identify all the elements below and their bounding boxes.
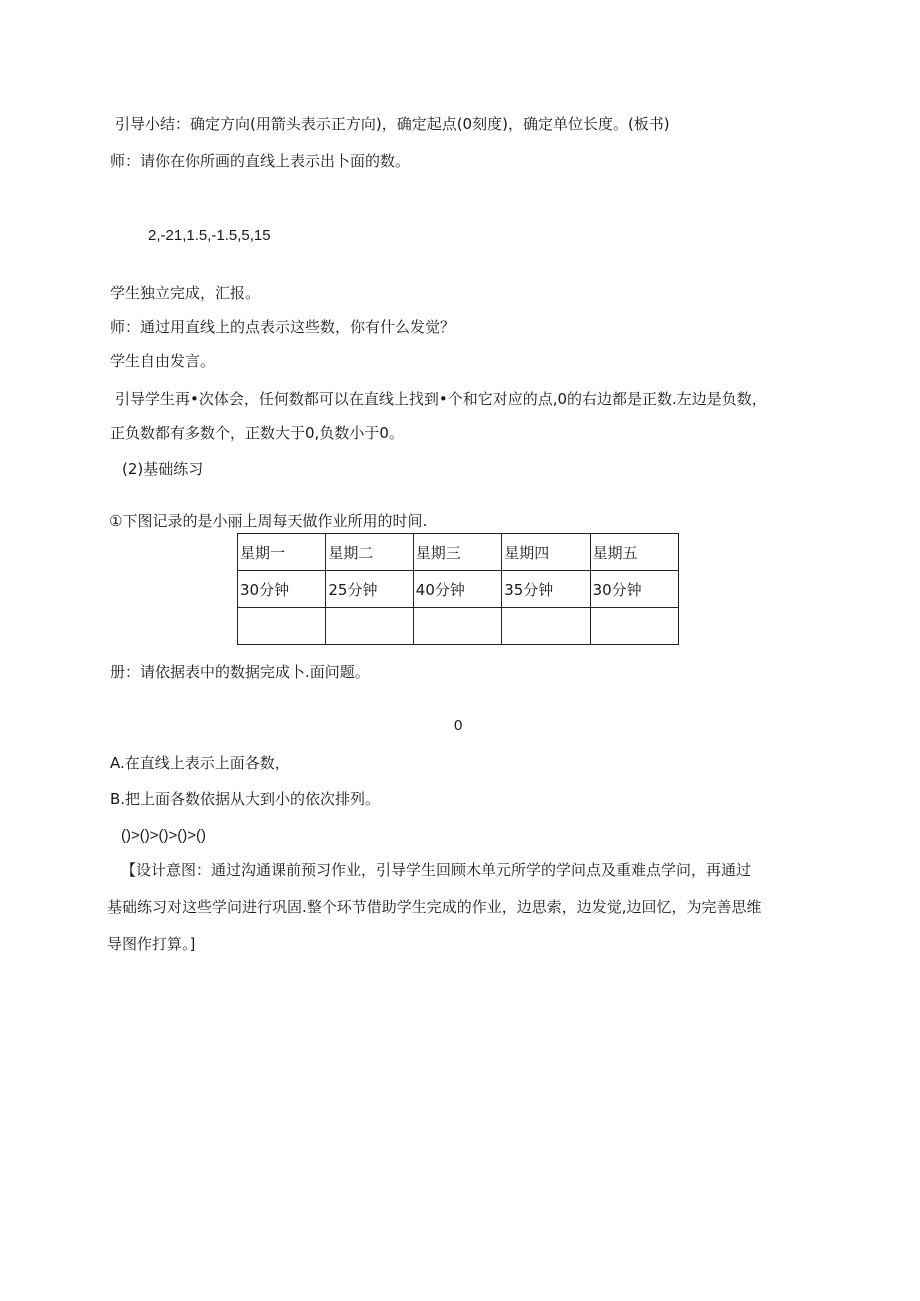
table-cell: [238, 608, 326, 645]
design-intent-line-1: 【设计意图：通过沟通课前预习作业，引导学生回顾木单元所学的学问点及重难点学问，再通过: [121, 861, 752, 879]
table-cell: 30分钟: [238, 571, 326, 608]
homework-time-table: [237, 533, 679, 645]
design-intent-line-2: 基础练习对这些学问进行巩固.整个环节借助学生完成的作业，边思索，边发觉,边回忆，为完善思维: [107, 898, 762, 916]
table-cell: 30分钟: [590, 571, 678, 608]
table-header-row: [238, 534, 679, 571]
table-cell: [413, 608, 501, 645]
ordering-blanks: ()>()>()>()>(): [121, 827, 206, 844]
teacher-instruction: 师：请你在你所画的直线上表示出卜面的数。: [110, 152, 411, 170]
table-cell: [590, 608, 678, 645]
table-header-cell: 星期一: [238, 534, 326, 571]
number-list: 2,-21,1.5,-1.5,5,15: [148, 227, 271, 244]
table-header-cell: 星期五: [590, 534, 678, 571]
section-title: (2)基础练习: [122, 460, 204, 478]
task-b: B.把上面各数依据从大到小的依次排列。: [110, 790, 381, 808]
table-blank-row: [238, 608, 679, 645]
table-header-cell: 星期三: [413, 534, 501, 571]
design-intent-line-3: 导图作打算。]: [107, 935, 196, 953]
student-speak-text: 学生自由发言。: [110, 352, 216, 370]
guide-paragraph-line-1: 引导学生再•次体会，任何数都可以在直线上找到•个和它对应的点,0的右边都是正数.左边是负数，: [115, 390, 767, 408]
table-cell: 40分钟: [413, 571, 501, 608]
table-cell: [326, 608, 413, 645]
table-prompt: 册：请依据表中的数据完成卜.面问题。: [110, 663, 370, 681]
task-a: A.在直线上表示上面各数，: [110, 754, 290, 772]
student-report-text: 学生独立完成，汇报。: [110, 284, 261, 302]
exercise-intro: ①下图记录的是小丽上周每天做作业所用的时间.: [109, 512, 428, 530]
guide-paragraph-line-2: 正负数都有多数个，正数大于0,负数小于0。: [110, 424, 404, 442]
table-cell: 35分钟: [502, 571, 590, 608]
summary-text: 引导小结：确定方向(用箭头表示正方向)，确定起点(0刻度)，确定单位长度。(板书): [115, 115, 670, 133]
table-cell: 25分钟: [326, 571, 413, 608]
table-cell: [502, 608, 590, 645]
table-header-cell: 星期四: [502, 534, 590, 571]
table-header-cell: 星期二: [326, 534, 413, 571]
teacher-question: 师：通过用直线上的点表示这些数，你有什么发觉？: [110, 318, 456, 336]
table-row: [238, 571, 679, 608]
number-line-zero-mark: 0: [454, 717, 463, 734]
